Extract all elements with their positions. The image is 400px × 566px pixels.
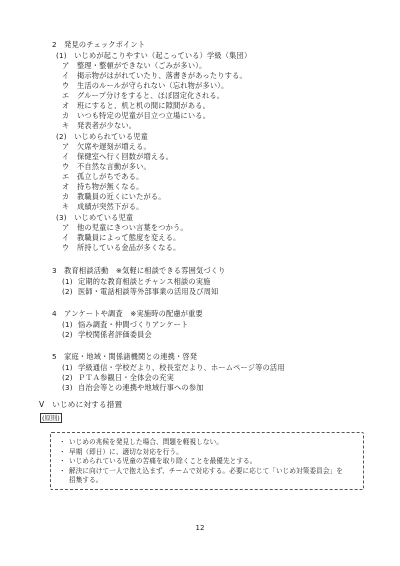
item-text: 教職員の近くにいたがる。 — [77, 192, 166, 201]
list-item — [62, 383, 204, 392]
item-mark: ア — [62, 61, 70, 70]
item-mark: ウ — [62, 81, 70, 90]
item-mark: ウ — [62, 162, 70, 171]
item-text: 学校関係者評価委員会 — [78, 330, 152, 339]
list-item — [62, 91, 224, 100]
bullet-icon: ・ — [59, 466, 66, 475]
item-text: 所持している金品が多くなる。 — [77, 243, 181, 252]
item-text: 他の児童にきつい言葉をつかう。 — [77, 223, 188, 232]
principle-continuation: 招集する。 — [69, 476, 103, 484]
list-item — [62, 363, 285, 372]
item-mark: カ — [62, 111, 70, 120]
list-item — [62, 202, 144, 211]
list-item — [62, 101, 210, 110]
principles-box — [50, 432, 364, 490]
item-text: 定期的な教育相談とチャンス相談の実施 — [78, 277, 211, 286]
item-number: (1) — [62, 363, 73, 372]
list-item — [62, 277, 211, 286]
principle-text: いじめられている児童の苦痛を取り除くことを最優先とする。 — [69, 457, 257, 465]
item-number: (2) — [62, 373, 73, 382]
list-item — [62, 330, 152, 339]
section-heading-4: 4 アンケートや調査 ※実施時の配慮が重要 — [52, 309, 203, 318]
item-mark: イ — [62, 233, 70, 242]
list-item — [62, 192, 166, 201]
principle-item — [59, 467, 343, 476]
bullet-icon: ・ — [59, 457, 66, 465]
item-text: 学級通信・学校だより、校長室だより、ホームページ等の活用 — [78, 363, 285, 372]
item-text: 掲示物がはがれていたり、落書きがあったりする。 — [77, 71, 247, 80]
item-mark: キ — [62, 202, 70, 211]
item-mark: ア — [62, 142, 70, 151]
list-item — [62, 121, 136, 130]
item-text: 自治会等との連携や地域行事への参加 — [78, 383, 204, 392]
list-item — [62, 320, 188, 329]
list-item — [62, 152, 173, 161]
principle-text: いじめの兆候を発見した場合、問題を軽視しない。 — [69, 438, 223, 446]
list-item — [62, 111, 210, 120]
list-item — [62, 142, 151, 151]
principle-item — [59, 438, 223, 447]
group-title-2: (2) いじめられている児童 — [56, 132, 149, 141]
group-title-3: (3) いじめている児童 — [56, 213, 134, 222]
principle-label: (原則) — [42, 414, 60, 422]
chapter-heading: Ⅴ いじめに対する措置 — [39, 400, 123, 409]
principle-item — [59, 448, 183, 457]
section-heading-2: 2 発見のチェックポイント — [52, 40, 146, 49]
group-title-1: (1) いじめが起こりやすい（起こっている）学級（集団） — [56, 51, 252, 60]
item-mark: カ — [62, 192, 70, 201]
item-number: (1) — [62, 320, 73, 329]
list-item — [62, 81, 228, 90]
section-heading-5: 5 家庭・地域・関係諸機関との連携・啓発 — [52, 352, 198, 361]
item-mark: エ — [62, 91, 70, 100]
list-item — [62, 243, 180, 252]
list-item — [62, 223, 188, 232]
item-text: 教職員によって態度を変える。 — [77, 233, 181, 242]
item-text: 欠席や遅刻が増える。 — [77, 142, 151, 151]
list-item — [62, 71, 247, 80]
item-text: 悩み調査・仲間づくりアンケート — [78, 320, 189, 329]
item-mark: ア — [62, 223, 70, 232]
item-text: 整理・整頓ができない（ごみが多い）。 — [77, 61, 207, 70]
principle-text: 早期（即日）に、適切な対応を行う。 — [69, 447, 183, 456]
item-text: グループ分けをすると、ほぼ固定化される。 — [77, 91, 225, 100]
list-item — [62, 162, 151, 171]
item-mark: エ — [62, 172, 70, 181]
item-mark: オ — [62, 101, 70, 110]
list-item — [62, 373, 174, 382]
item-text: ＰＴＡ参観日・全体会の充実 — [78, 373, 175, 382]
item-number: (2) — [62, 330, 73, 339]
item-text: いつも特定の児童が目立つ立場にいる。 — [77, 111, 210, 120]
item-text: 持ち物が無くなる。 — [77, 182, 144, 191]
item-number: (2) — [62, 287, 73, 296]
item-text: 不自然な言動が多い。 — [77, 162, 151, 171]
bullet-icon: ・ — [59, 438, 66, 446]
item-text: 孤立しがちである。 — [77, 172, 144, 181]
item-text: 医師・電話相談等外部事業の活用及び周知 — [78, 287, 219, 296]
page-number: 12 — [195, 524, 205, 532]
list-item — [62, 233, 180, 242]
item-text: 発表者が少ない。 — [77, 121, 137, 130]
principle-item — [59, 457, 256, 466]
principle-text: 解決に向けて一人で抱え込まず、チームで対応する。必要に応じて「いじめ対策委員会」を — [69, 466, 343, 475]
item-number: (3) — [62, 383, 73, 392]
item-mark: キ — [62, 121, 70, 130]
list-item — [62, 172, 143, 181]
bullet-icon: ・ — [59, 447, 66, 456]
item-text: 生活のルールが守られない（忘れ物が多い）。 — [77, 81, 229, 90]
list-item — [62, 61, 206, 70]
section-heading-3: 3 教育相談活動 ※気軽に相談できる雰囲気づくり — [52, 266, 226, 275]
list-item — [62, 182, 144, 191]
item-mark: イ — [62, 152, 70, 161]
item-number: (1) — [62, 277, 73, 286]
item-mark: ウ — [62, 243, 70, 252]
item-text: 成績が突然下がる。 — [77, 202, 144, 211]
list-item — [62, 287, 218, 296]
item-mark: イ — [62, 71, 70, 80]
item-text: 班にすると、机と机の間に隙間がある。 — [77, 101, 210, 110]
item-text: 保健室へ行く回数が増える。 — [77, 152, 174, 161]
item-mark: オ — [62, 182, 70, 191]
